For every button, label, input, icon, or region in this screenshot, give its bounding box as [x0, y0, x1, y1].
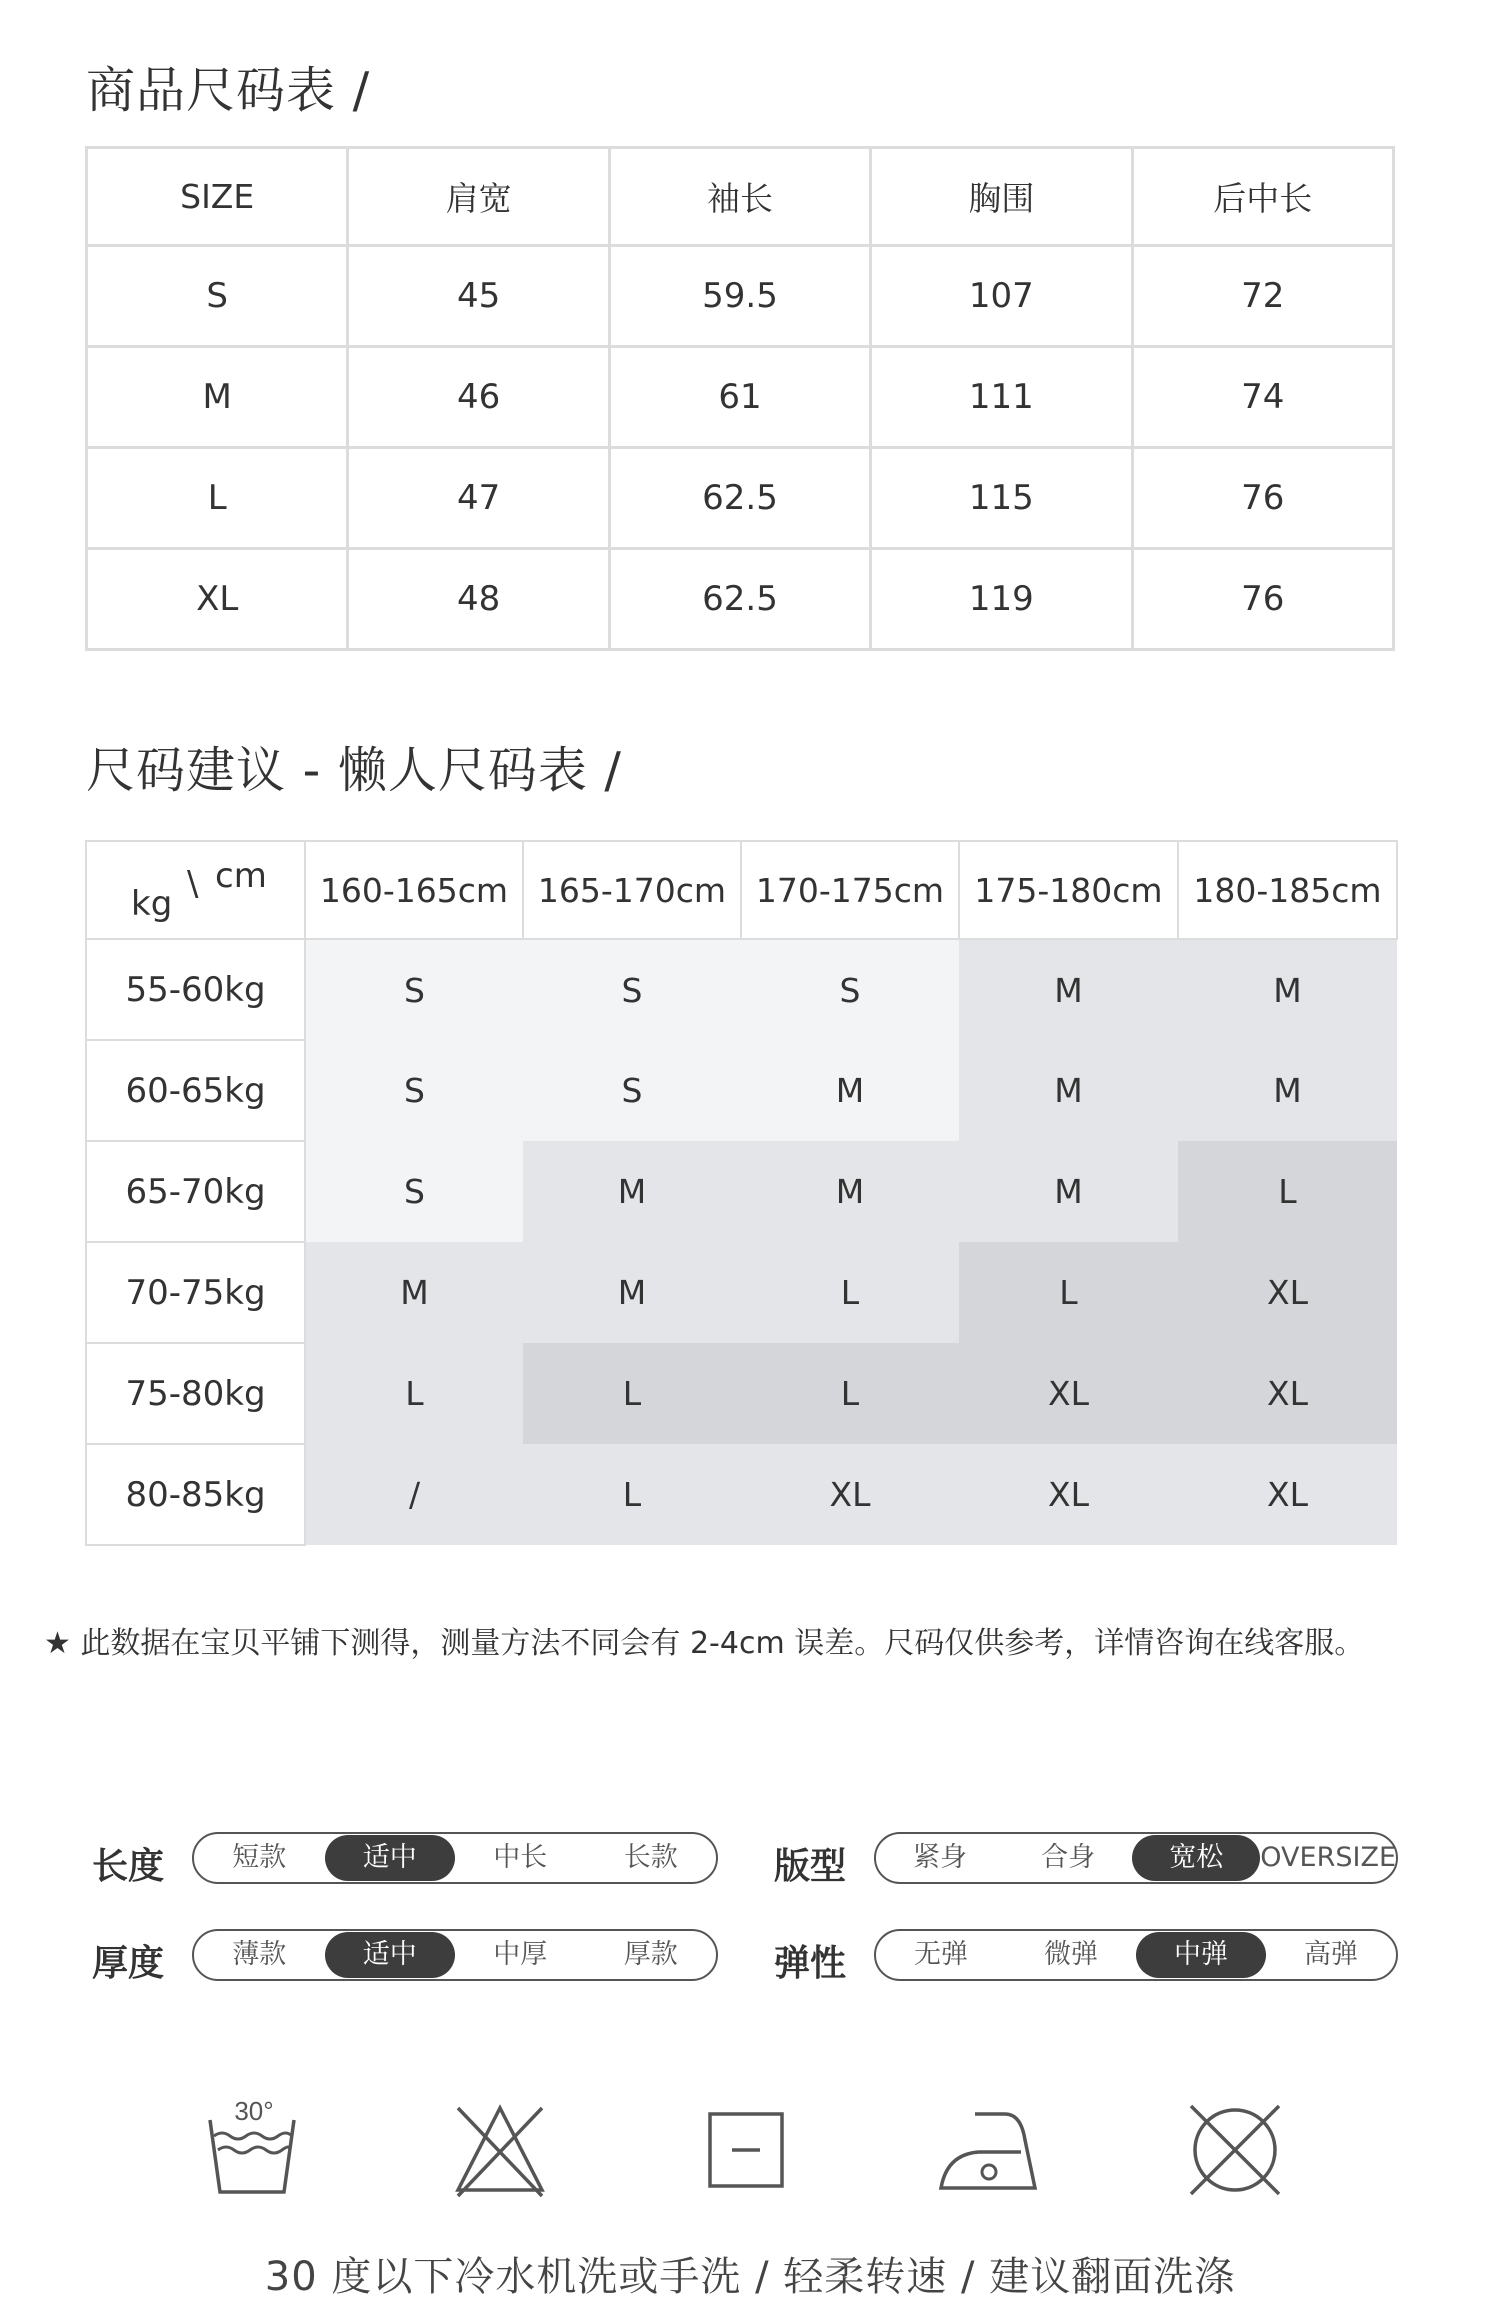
no-bleach-icon	[450, 2100, 550, 2200]
table-cell: 111	[871, 347, 1132, 448]
table-cell: 62.5	[609, 549, 870, 650]
size-cell: M	[959, 1141, 1178, 1242]
table-row	[87, 347, 1394, 448]
table-cell: 59.5	[609, 246, 870, 347]
weight-label: 75-80kg	[86, 1343, 305, 1444]
table-cell: L	[87, 448, 348, 549]
size-cell: M	[523, 1141, 741, 1242]
corner-header	[86, 841, 305, 939]
length-scale	[192, 1832, 718, 1884]
table-row	[86, 1040, 1397, 1141]
weight-label: 55-60kg	[86, 939, 305, 1040]
table-cell: 46	[348, 347, 609, 448]
size-cell: S	[523, 1040, 741, 1141]
care-icons	[0, 2100, 1500, 2210]
table-cell: 61	[609, 347, 870, 448]
size-cell: M	[305, 1242, 523, 1343]
size-cell: L	[1178, 1141, 1397, 1242]
table-cell: 48	[348, 549, 609, 650]
care-instructions: 30 度以下冷水机洗或手洗 / 轻柔转速 / 建议翻面洗涤	[264, 2254, 1236, 2300]
table-cell: 107	[871, 246, 1132, 347]
size-cell: XL	[959, 1343, 1178, 1444]
recommendation-title: 尺码建议 - 懒人尺码表 /	[86, 742, 622, 799]
table-row	[86, 1343, 1397, 1444]
length-option: 短款	[232, 1842, 287, 1873]
table-cell: 76	[1132, 448, 1393, 549]
size-chart-title: 商品尺码表 /	[86, 62, 371, 119]
elasticity-option: 高弹	[1304, 1939, 1358, 1970]
wash-temperature: 30°	[234, 2100, 274, 2126]
thickness-scale	[192, 1929, 718, 1981]
size-cell: XL	[1178, 1444, 1397, 1545]
elasticity-scale	[874, 1929, 1398, 1981]
table-row	[87, 549, 1394, 650]
table-cell: 119	[871, 549, 1132, 650]
header-size: SIZE	[87, 148, 348, 246]
size-cell: M	[523, 1242, 741, 1343]
height-header: 160-165cm	[305, 841, 523, 939]
elasticity-label: 弹性	[774, 1943, 847, 1984]
size-cell: L	[523, 1444, 741, 1545]
corner-slash: \	[187, 864, 199, 904]
recommendation-header-row	[86, 841, 1397, 939]
size-chart-table	[85, 146, 1395, 651]
elasticity-option: 微弹	[1044, 1939, 1098, 1970]
fit-option: 宽松	[1132, 1835, 1260, 1881]
weight-label: 80-85kg	[86, 1444, 305, 1545]
size-cell: /	[305, 1444, 523, 1545]
size-cell: S	[305, 1141, 523, 1242]
flat-dry-icon	[696, 2100, 796, 2200]
size-cell: L	[305, 1343, 523, 1444]
size-cell: S	[741, 939, 959, 1040]
fit-label: 版型	[774, 1846, 847, 1887]
corner-cm-label: cm	[215, 856, 267, 896]
size-cell: XL	[1178, 1343, 1397, 1444]
size-cell: XL	[741, 1444, 959, 1545]
length-option: 长款	[623, 1842, 678, 1873]
weight-label: 65-70kg	[86, 1141, 305, 1242]
size-cell: M	[959, 1040, 1178, 1141]
length-label: 长度	[92, 1846, 165, 1887]
size-cell: S	[523, 939, 741, 1040]
height-header: 165-170cm	[523, 841, 741, 939]
measurement-note: ★ 此数据在宝贝平铺下测得，测量方法不同会有 2-4cm 误差。尺码仅供参考，详情咨询在线客服。	[44, 1626, 1365, 1661]
header-chest: 胸围	[871, 148, 1132, 246]
size-recommendation-table	[85, 840, 1398, 1546]
size-chart-header-row	[87, 148, 1394, 246]
size-cell: S	[305, 1040, 523, 1141]
no-dry-clean-icon	[1185, 2100, 1285, 2200]
thickness-label: 厚度	[92, 1943, 165, 1984]
size-cell: S	[305, 939, 523, 1040]
table-cell: S	[87, 246, 348, 347]
fit-scale	[874, 1832, 1398, 1884]
table-cell: XL	[87, 549, 348, 650]
corner-kg-label: kg	[131, 884, 173, 924]
size-cell: M	[959, 939, 1178, 1040]
table-row	[86, 1444, 1397, 1545]
weight-label: 70-75kg	[86, 1242, 305, 1343]
table-cell: 45	[348, 246, 609, 347]
table-cell: 72	[1132, 246, 1393, 347]
size-cell: M	[1178, 939, 1397, 1040]
wash-30-icon	[202, 2100, 302, 2200]
weight-label: 60-65kg	[86, 1040, 305, 1141]
thickness-option: 薄款	[232, 1939, 287, 1970]
table-row	[86, 1141, 1397, 1242]
size-cell: M	[1178, 1040, 1397, 1141]
height-header: 175-180cm	[959, 841, 1178, 939]
table-cell: 115	[871, 448, 1132, 549]
table-cell: 62.5	[609, 448, 870, 549]
iron-low-icon	[935, 2100, 1045, 2200]
table-row	[87, 448, 1394, 549]
size-cell: L	[523, 1343, 741, 1444]
table-row	[86, 939, 1397, 1040]
size-cell: XL	[959, 1444, 1178, 1545]
fit-option: 合身	[1041, 1842, 1096, 1873]
table-row	[87, 246, 1394, 347]
size-cell: L	[741, 1343, 959, 1444]
header-sleeve: 袖长	[609, 148, 870, 246]
thickness-option: 中厚	[493, 1939, 548, 1970]
height-header: 170-175cm	[741, 841, 959, 939]
size-cell: L	[741, 1242, 959, 1343]
height-header: 180-185cm	[1178, 841, 1397, 939]
thickness-option: 厚款	[623, 1939, 678, 1970]
length-option: 中长	[493, 1842, 548, 1873]
elasticity-option: 中弹	[1136, 1932, 1266, 1978]
size-cell: M	[741, 1040, 959, 1141]
size-cell: L	[959, 1242, 1178, 1343]
length-option: 适中	[325, 1835, 456, 1881]
header-shoulder: 肩宽	[348, 148, 609, 246]
thickness-option: 适中	[325, 1932, 456, 1978]
size-cell: M	[741, 1141, 959, 1242]
table-cell: 47	[348, 448, 609, 549]
elasticity-option: 无弹	[914, 1939, 968, 1970]
table-cell: 74	[1132, 347, 1393, 448]
table-cell: M	[87, 347, 348, 448]
fit-option: OVERSIZE	[1260, 1842, 1397, 1873]
table-cell: 76	[1132, 549, 1393, 650]
fit-option: 紧身	[913, 1842, 968, 1873]
header-back-length: 后中长	[1132, 148, 1393, 246]
table-row	[86, 1242, 1397, 1343]
size-cell: XL	[1178, 1242, 1397, 1343]
